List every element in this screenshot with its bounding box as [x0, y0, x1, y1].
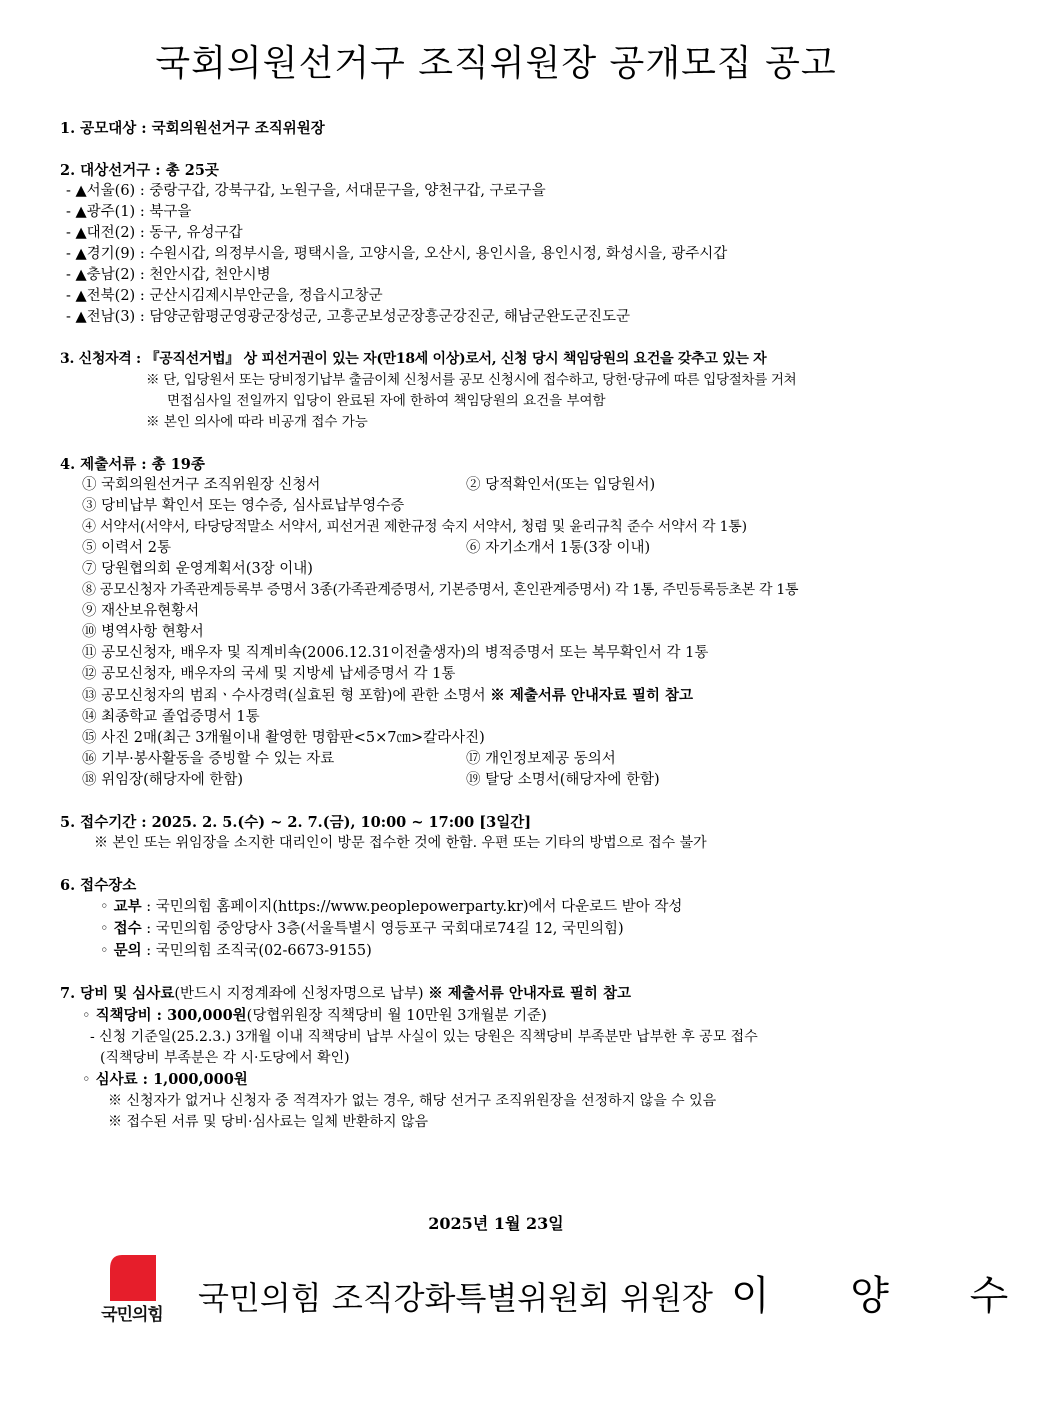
section-heading-sub: (반드시 지정계좌에 신청자명으로 납부): [174, 986, 429, 1002]
district-item: - ▲전남(3) : 담양군함평군영광군장성군, 고흥군보성군장흥군강진군, 해남군완도군진도군: [66, 309, 630, 325]
note-text: ※ 본인 또는 위임장을 소지한 대리인이 방문 접수한 것에 한함. 우편 또는 기타의 방법으로 접수 불가: [94, 835, 707, 851]
party-logo-text: 국민의힘: [101, 1305, 163, 1325]
signature-org: 국민의힘 조직강화특별위원회 위원장: [198, 1279, 713, 1317]
document-item: ⑩ 병역사항 현황서: [82, 624, 204, 640]
document-item: ⑥ 자기소개서 1통(3장 이내): [466, 540, 651, 556]
document-item: ② 당적확인서(또는 입당원서): [466, 477, 656, 493]
document-item: ⑫ 공모신청자, 배우자의 국세 및 지방세 납세증명서 각 1통: [82, 666, 456, 682]
section-heading-main: 7. 당비 및 심사료: [60, 985, 175, 1002]
district-item: - ▲전북(2) : 군산시김제시부안군을, 정읍시고창군: [66, 288, 383, 304]
note-text: ※ 본인 의사에 따라 비공개 접수 가능: [146, 414, 368, 430]
issue-date: 2025년 1월 23일: [428, 1214, 564, 1233]
document-item: ④ 서약서(서약서, 타당당적말소 서약서, 피선거권 제한규정 숙지 서약서, 청렴 및 윤리규칙 준수 서약서 각 1통): [82, 519, 747, 535]
section-heading: 3. 신청자격 : 『공직선거법』 상 피선거권이 있는 자(만18세 이상)로서, 신청 당시 책임당원의 요건을 갖추고 있는 자: [60, 351, 767, 367]
document-item: ① 국회의원선거구 조직위원장 신청서: [82, 477, 321, 493]
section-eligibility: [60, 349, 950, 433]
fee-label: ◦ 직책당비 : 300,000원: [82, 1007, 247, 1024]
document-item: ⑯ 기부·봉사활동을 증빙할 수 있는 자료: [82, 751, 335, 767]
section-districts: [60, 160, 950, 328]
party-logo: [82, 1255, 182, 1335]
section-location: [60, 875, 950, 962]
party-logo-mark-icon: [110, 1255, 156, 1305]
district-item: - ▲대전(2) : 동구, 유성구갑: [66, 225, 243, 241]
document-item: ⑱ 위임장(해당자에 한함): [82, 772, 244, 788]
signature: [198, 1268, 1042, 1326]
fee-item: [60, 1069, 950, 1091]
signature-name: 이 양 수: [730, 1273, 1042, 1319]
location-label: ◦ 접수: [100, 920, 142, 937]
document-item: ③ 당비납부 확인서 또는 영수증, 심사료납부영수증: [82, 498, 405, 514]
note-text: - 신청 기준일(25.2.3.) 3개월 이내 직책당비 납부 사실이 있는 당원은 직책당비 부족분만 납부한 후 공모 접수: [90, 1029, 758, 1045]
reference-note: ※ 제출서류 안내자료 필히 참고: [490, 687, 694, 704]
document-item: ⑨ 재산보유현황서: [82, 603, 200, 619]
note-text: ※ 단, 입당원서 또는 당비정기납부 출금이체 신청서를 공모 신청시에 접수하고, 당헌·당규에 따른 입당절차를 거쳐: [146, 372, 797, 388]
section-heading: 6. 접수장소: [60, 877, 137, 894]
notice-body: [60, 118, 950, 1133]
section-heading: [60, 983, 950, 1005]
document-item: ⑭ 최종학교 졸업증명서 1통: [82, 709, 260, 725]
document-item: ⑮ 사진 2매(최근 3개월이내 촬영한 명함판<5×7㎝>칼라사진): [82, 730, 485, 746]
reference-note: ※ 제출서류 안내자료 필히 참고: [428, 985, 631, 1002]
fee-item: [60, 1005, 950, 1027]
district-item: - ▲충남(2) : 천안시갑, 천안시병: [66, 267, 271, 283]
section-fees: [60, 983, 950, 1133]
document-item-text: ⑬ 공모신청자의 범죄ㆍ수사경력(실효된 형 포함)에 관한 소명서: [82, 688, 486, 704]
note-text: ※ 신청자가 없거나 신청자 중 적격자가 없는 경우, 해당 선거구 조직위원장을 선정하지 않을 수 있음: [108, 1093, 717, 1109]
district-item: - ▲광주(1) : 북구을: [66, 204, 192, 220]
note-text: 면접심사일 전일까지 입당이 완료된 자에 한하여 책임당원의 요건을 부여함: [167, 393, 606, 409]
location-item: [60, 896, 950, 918]
section-heading: 4. 제출서류 : 총 19종: [60, 456, 205, 473]
document-item: ⑲ 탈당 소명서(해당자에 한함): [466, 772, 660, 788]
section-target: [60, 118, 950, 139]
section-documents: [60, 454, 950, 791]
note-text: (직책당비 부족분은 각 시·도당에서 확인): [100, 1050, 350, 1066]
location-value: : 국민의힘 조직국(02-6673-9155): [141, 943, 372, 959]
page-title: 국회의원선거구 조직위원장 공개모집 공고: [155, 43, 837, 84]
document-item: ⑦ 당원협의회 운영계획서(3장 이내): [82, 561, 313, 577]
location-item: [60, 940, 950, 962]
location-value: : 국민의힘 홈페이지(https://www.peoplepowerparty.kr)에서 다운로드 받아 작성: [141, 899, 683, 915]
section-heading: 5. 접수기간 : 2025. 2. 5.(수) ~ 2. 7.(금), 10:00 ~ 17:00 [3일간]: [60, 814, 532, 831]
district-item: - ▲서울(6) : 중랑구갑, 강북구갑, 노원구을, 서대문구을, 양천구갑, 구로구을: [66, 183, 546, 199]
location-value: : 국민의힘 중앙당사 3층(서울특별시 영등포구 국회대로74길 12, 국민의힘): [141, 921, 624, 937]
fee-label: ◦ 심사료 : 1,000,000원: [82, 1071, 248, 1088]
document-item: ⑪ 공모신청자, 배우자 및 직계비속(2006.12.31이전출생자)의 병적증명서 또는 복무확인서 각 1통: [82, 645, 709, 661]
note-text: ※ 접수된 서류 및 당비·심사료는 일체 반환하지 않음: [108, 1114, 429, 1130]
section-heading: 2. 대상선거구 : 총 25곳: [60, 162, 219, 179]
document-item: [60, 685, 950, 707]
document-item: ⑰ 개인정보제공 동의서: [466, 751, 616, 767]
section-heading: 1. 공모대상 : 국회의원선거구 조직위원장: [60, 120, 325, 137]
document-item: ⑤ 이력서 2통: [82, 540, 171, 556]
location-label: ◦ 문의: [100, 942, 142, 959]
district-item: - ▲경기(9) : 수원시갑, 의정부시을, 평택시을, 고양시을, 오산시, 용인시을, 용인시정, 화성시을, 광주시갑: [66, 246, 728, 262]
document-item: ⑧ 공모신청자 가족관계등록부 증명서 3종(가족관계증명서, 기본증명서, 혼인관계증명서) 각 1통, 주민등록등초본 각 1통: [82, 582, 799, 598]
location-label: ◦ 교부: [100, 898, 142, 915]
section-period: [60, 812, 950, 854]
fee-desc: (당협위원장 직책당비 월 10만원 3개월분 기준): [246, 1008, 547, 1024]
location-item: [60, 918, 950, 940]
